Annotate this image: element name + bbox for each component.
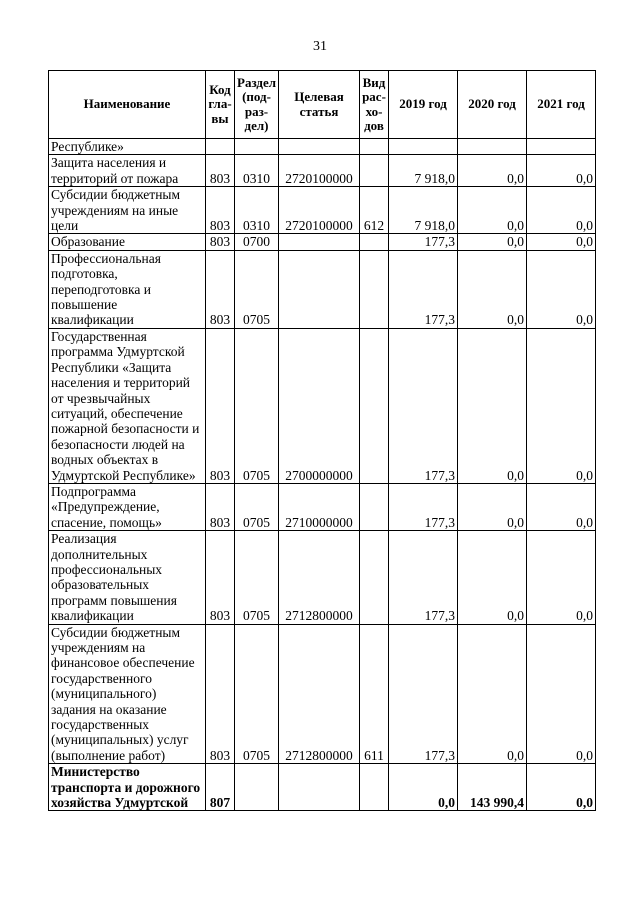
cell-2019: 177,3 [389, 234, 458, 250]
cell-razdel [235, 139, 279, 155]
cell-2020: 0,0 [458, 531, 527, 624]
cell-2019: 0,0 [389, 764, 458, 811]
cell-kod: 803 [206, 250, 235, 328]
cell-kod: 803 [206, 187, 235, 234]
cell-celevaya: 2712800000 [279, 531, 360, 624]
cell-vid [360, 483, 389, 530]
table-body [49, 139, 596, 811]
cell-2021: 0,0 [527, 624, 596, 764]
cell-celevaya: 2712800000 [279, 624, 360, 764]
cell-2020: 0,0 [458, 328, 527, 483]
cell-2019: 177,3 [389, 531, 458, 624]
cell-2019: 177,3 [389, 483, 458, 530]
table-row [49, 328, 596, 483]
header-2021: 2021 год [527, 71, 596, 139]
header-razdel: Раздел (под-раз-дел) [235, 71, 279, 139]
cell-celevaya [279, 250, 360, 328]
cell-celevaya: 2720100000 [279, 155, 360, 187]
header-name: Наименование [49, 71, 206, 139]
cell-celevaya: 2710000000 [279, 483, 360, 530]
header-vid: Вид рас-хо-дов [360, 71, 389, 139]
cell-2021: 0,0 [527, 531, 596, 624]
table-header-row [49, 71, 596, 139]
cell-2021: 0,0 [527, 764, 596, 811]
cell-2021: 0,0 [527, 483, 596, 530]
cell-razdel [235, 764, 279, 811]
cell-vid: 612 [360, 187, 389, 234]
cell-2020: 0,0 [458, 155, 527, 187]
cell-2021: 0,0 [527, 250, 596, 328]
table-row [49, 187, 596, 234]
page-number: 31 [313, 39, 327, 54]
cell-2021: 0,0 [527, 328, 596, 483]
table-row [49, 234, 596, 250]
cell-2019: 177,3 [389, 328, 458, 483]
cell-2021: 0,0 [527, 155, 596, 187]
cell-celevaya [279, 234, 360, 250]
cell-2020: 0,0 [458, 187, 527, 234]
cell-name: Образование [49, 234, 206, 250]
table-row [49, 155, 596, 187]
cell-2020: 0,0 [458, 234, 527, 250]
cell-2019: 7 918,0 [389, 155, 458, 187]
cell-2019 [389, 139, 458, 155]
cell-2020: 0,0 [458, 483, 527, 530]
cell-celevaya: 2720100000 [279, 187, 360, 234]
table-row [49, 139, 596, 155]
cell-celevaya [279, 139, 360, 155]
cell-celevaya [279, 764, 360, 811]
cell-name: Профессиональная подготовка, переподготовка и повышение квалификации [49, 250, 206, 328]
cell-2020: 0,0 [458, 624, 527, 764]
table-row [49, 483, 596, 530]
cell-2019: 177,3 [389, 250, 458, 328]
cell-razdel: 0310 [235, 155, 279, 187]
cell-kod: 803 [206, 624, 235, 764]
cell-vid [360, 139, 389, 155]
cell-name: Министерство транспорта и дорожного хозяйства Удмуртской [49, 764, 206, 811]
cell-kod: 803 [206, 483, 235, 530]
cell-vid [360, 764, 389, 811]
header-2019: 2019 год [389, 71, 458, 139]
table-row [49, 624, 596, 764]
cell-razdel: 0705 [235, 483, 279, 530]
header-2020: 2020 год [458, 71, 527, 139]
cell-2020: 143 990,4 [458, 764, 527, 811]
cell-vid: 611 [360, 624, 389, 764]
cell-name: Защита населения и территорий от пожара [49, 155, 206, 187]
cell-kod: 803 [206, 328, 235, 483]
cell-razdel: 0310 [235, 187, 279, 234]
cell-2021 [527, 139, 596, 155]
cell-2021: 0,0 [527, 234, 596, 250]
cell-name: Субсидии бюджетным учреждениям на иные цели [49, 187, 206, 234]
cell-kod: 803 [206, 234, 235, 250]
cell-name: Субсидии бюджетным учреждениям на финансовое обеспечение государственного (муниципального) задания на оказание государственных (муниципальных) услуг (выполнение работ) [49, 624, 206, 764]
cell-2020: 0,0 [458, 250, 527, 328]
cell-2020 [458, 139, 527, 155]
cell-kod: 803 [206, 155, 235, 187]
cell-kod: 803 [206, 531, 235, 624]
cell-razdel: 0705 [235, 250, 279, 328]
cell-razdel: 0705 [235, 624, 279, 764]
cell-name: Государственная программа Удмуртской Республики «Защита населения и территорий от чрезвычайных ситуаций, обеспечение пожарной безопасности и безопасности людей на водных объектах в Удмуртской Республике» [49, 328, 206, 483]
cell-name: Реализация дополнительных профессиональных образовательных программ повышения квалификации [49, 531, 206, 624]
cell-name: Подпрограмма «Предупреждение, спасение, помощь» [49, 483, 206, 530]
budget-table [48, 70, 596, 811]
cell-razdel: 0705 [235, 531, 279, 624]
table-row [49, 531, 596, 624]
header-celevaya: Целевая статья [279, 71, 360, 139]
cell-vid [360, 328, 389, 483]
cell-vid [360, 250, 389, 328]
cell-vid [360, 234, 389, 250]
cell-kod: 807 [206, 764, 235, 811]
cell-razdel: 0700 [235, 234, 279, 250]
table-row [49, 250, 596, 328]
cell-2019: 177,3 [389, 624, 458, 764]
cell-name: Республике» [49, 139, 206, 155]
cell-kod [206, 139, 235, 155]
header-kod: Код гла-вы [206, 71, 235, 139]
cell-razdel: 0705 [235, 328, 279, 483]
table-row [49, 764, 596, 811]
cell-vid [360, 155, 389, 187]
cell-2021: 0,0 [527, 187, 596, 234]
cell-2019: 7 918,0 [389, 187, 458, 234]
cell-celevaya: 2700000000 [279, 328, 360, 483]
cell-vid [360, 531, 389, 624]
